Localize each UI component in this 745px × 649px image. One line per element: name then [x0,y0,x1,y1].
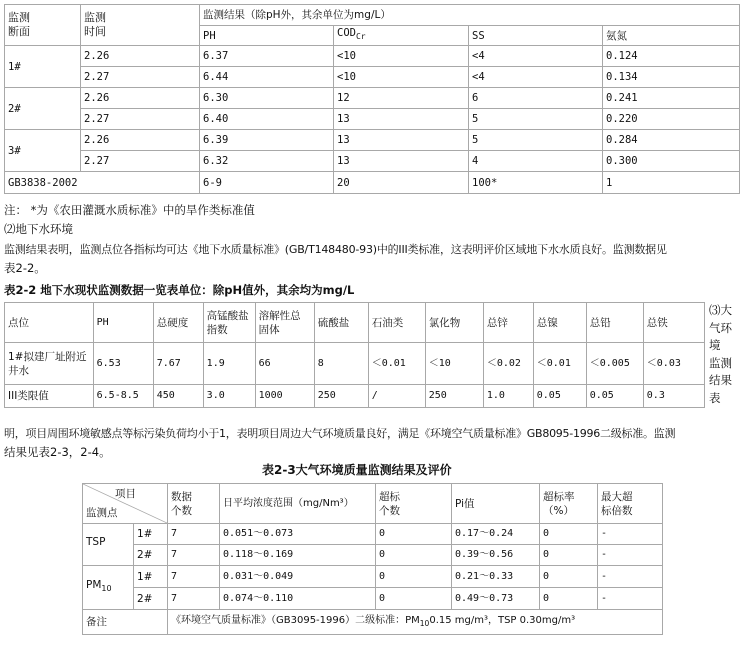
groundwater-paragraph: 监测结果表明，监测点位各指标均可达《地下水质量标准》(GB/T148480-93)中的III类标准，这表明评价区域地下水水质良好。监测数据见 [4,243,667,256]
side-line: 气环 [709,320,732,335]
cell: 0.118～0.169 [220,545,376,566]
groundwater-paragraph-end: 表2-2。 [4,261,46,275]
cell: 12 [334,88,469,109]
cell: 2# [134,545,168,566]
header-ph: PH [200,26,334,46]
cell: <10 [334,46,469,67]
cell: 0 [376,524,452,545]
cell: 7 [168,588,220,610]
cell: 250 [314,385,368,408]
table-row [83,566,663,588]
table-row [5,88,740,109]
cell: 6.40 [200,109,334,130]
side-line: 境 [709,338,721,352]
header-monitoring-time: 监测 时间 [81,5,200,46]
air-quality-table [82,483,663,635]
cell: 0.220 [603,109,740,130]
cell: 0.300 [603,151,740,172]
note-label: 备注 [83,610,168,635]
table3-title: 表2-3大气环境质量监测结果及评价 [262,463,452,477]
cell: 6.53 [93,343,153,385]
cell: 2.26 [81,46,200,67]
cell: 0.39～0.56 [452,545,540,566]
cell: 1# [134,524,168,545]
cell: 0.124 [603,46,740,67]
header-cell: 石油类 [368,303,425,343]
table-row [5,67,740,88]
cell: 13 [334,130,469,151]
cell: 0.3 [643,385,704,408]
cell: 1#拟建厂址附近 井水 [5,343,94,385]
surface-water-table [4,4,740,194]
cell: ＜0.03 [643,343,704,385]
header-pi: Pi值 [452,484,540,524]
header-monitoring-results: 监测结果（除pH外，其余单位为mg/L） [200,5,740,26]
cell: ＜0.01 [368,343,425,385]
header-item-point [83,484,168,524]
cell: - [598,588,663,610]
table-header-row [5,303,705,343]
cell: - [598,524,663,545]
cell: 2.27 [81,109,200,130]
cell: 7.67 [153,343,203,385]
cell: 0 [540,588,598,610]
cell: 1000 [255,385,314,408]
header-cell: 点位 [5,303,94,343]
header-cell: PH [93,303,153,343]
cell: 13 [334,151,469,172]
cell: 0 [540,566,598,588]
cell: 13 [334,109,469,130]
cell: - [598,566,663,588]
cell: 4 [469,151,603,172]
header-cell: 溶解性总 固体 [255,303,314,343]
cell: <4 [469,67,603,88]
cell: ＜0.005 [586,343,643,385]
cell: 2# [134,588,168,610]
cell: 0 [376,588,452,610]
cell: 0 [540,524,598,545]
table-row [83,545,663,566]
header-count: 数据 个数 [168,484,220,524]
header-range: 日平均浓度范围（mg/Nm³） [220,484,376,524]
cell: 0 [376,566,452,588]
cell: 5 [469,109,603,130]
cell: 6 [469,88,603,109]
cell: 6.37 [200,46,334,67]
section-cell: 2# [5,88,81,130]
section-cell: 3# [5,130,81,172]
groundwater-table [4,302,705,408]
cell: ＜0.01 [533,343,586,385]
cell: 0.051～0.073 [220,524,376,545]
pollutant-cell: TSP [83,524,134,566]
cell: 6.39 [200,130,334,151]
cell: 3.0 [203,385,255,408]
header-max-exceed: 最大超 标倍数 [598,484,663,524]
cell: 6.32 [200,151,334,172]
cell: 1.9 [203,343,255,385]
table-row [5,109,740,130]
cell: 66 [255,343,314,385]
header-exceed-rate: 超标率 （%） [540,484,598,524]
side-text [709,302,743,407]
header-cod: $COD_{Cr}$ [334,26,469,46]
side-line: ⑶大 [709,303,732,317]
header-ammonia: 氨氮 [603,26,740,46]
cell: 1 [603,172,740,194]
header-cell: 总铁 [643,303,704,343]
standard-label: GB3838-2002 [5,172,200,194]
table-row [5,130,740,151]
cell: 0.21～0.33 [452,566,540,588]
header-monitoring-section: 监测 断面 [5,5,81,46]
cell: - [598,545,663,566]
groundwater-heading: ⑵地下水环境 [4,222,73,236]
cell: 0 [376,545,452,566]
cell: 0.05 [586,385,643,408]
header-cell: 总铅 [586,303,643,343]
cell: 7 [168,545,220,566]
cell: <4 [469,46,603,67]
header-cell: 总锌 [483,303,533,343]
cell: 6.44 [200,67,334,88]
cell: 450 [153,385,203,408]
header-item: 项目 [115,488,136,500]
note-text: 《环境空气质量标准》（GB3095-1996）二级标准：$PM_{10}0.15$ mg/m³，TSP 0.30mg/m³ [168,610,663,635]
cell: 7 [168,566,220,588]
air-paragraph: 明，项目周围环境敏感点等标污染负荷均小于1，表明项目周边大气环境质量良好，满足《环境空气质量标准》GB8095-1996二级标准。监测 [4,427,676,440]
side-line: 监测 [709,355,732,370]
cell: 2.26 [81,130,200,151]
cell: 0.134 [603,67,740,88]
table-row [5,343,705,385]
cell: 0.031～0.049 [220,566,376,588]
cell: 5 [469,130,603,151]
cell: 8 [314,343,368,385]
cell: ＜0.02 [483,343,533,385]
table-row [83,524,663,545]
cell: <10 [334,67,469,88]
cell: / [368,385,425,408]
table-header-row [83,484,663,524]
pollutant-cell: $PM_{10}$ [83,566,134,610]
cell: 2.26 [81,88,200,109]
header-cell: 总硬度 [153,303,203,343]
header-cell: 氯化物 [425,303,483,343]
side-line: 表 [709,390,721,405]
header-cell: 高锰酸盐 指数 [203,303,255,343]
cell: 0.49～0.73 [452,588,540,610]
cell: 7 [168,524,220,545]
table2-title: 表2-2 地下水现状监测数据一览表单位：除pH值外，其余均为mg/L [4,283,355,297]
cell: 20 [334,172,469,194]
cell: III类限值 [5,385,94,408]
header-exceed-count: 超标 个数 [376,484,452,524]
table-row [5,46,740,67]
section-cell: 1# [5,46,81,88]
cell: 1# [134,566,168,588]
cell: 0.17～0.24 [452,524,540,545]
cell: 2.27 [81,151,200,172]
cell: 0.284 [603,130,740,151]
note-row [83,610,663,635]
cell: 0.074～0.110 [220,588,376,610]
cell: 6-9 [200,172,334,194]
cell: ＜10 [425,343,483,385]
header-point: 监测点 [86,507,118,519]
header-cell: 硫酸盐 [314,303,368,343]
header-cell: 总镍 [533,303,586,343]
header-ss: SS [469,26,603,46]
cell: 6.5-8.5 [93,385,153,408]
cell: 0.05 [533,385,586,408]
cell: 100* [469,172,603,194]
air-paragraph-end: 结果见表2-3，2-4。 [4,445,111,459]
standard-row [5,172,740,194]
table-row [5,385,705,408]
cell: 6.30 [200,88,334,109]
cell: 0 [540,545,598,566]
side-line: 结果 [709,373,732,387]
cell: 1.0 [483,385,533,408]
table-row [83,588,663,610]
table-note: 注： *为《农田灌溉水质标准》中的旱作类标准值 [4,203,255,217]
cell: 250 [425,385,483,408]
cell: 0.241 [603,88,740,109]
table-row [5,151,740,172]
cell: 2.27 [81,67,200,88]
